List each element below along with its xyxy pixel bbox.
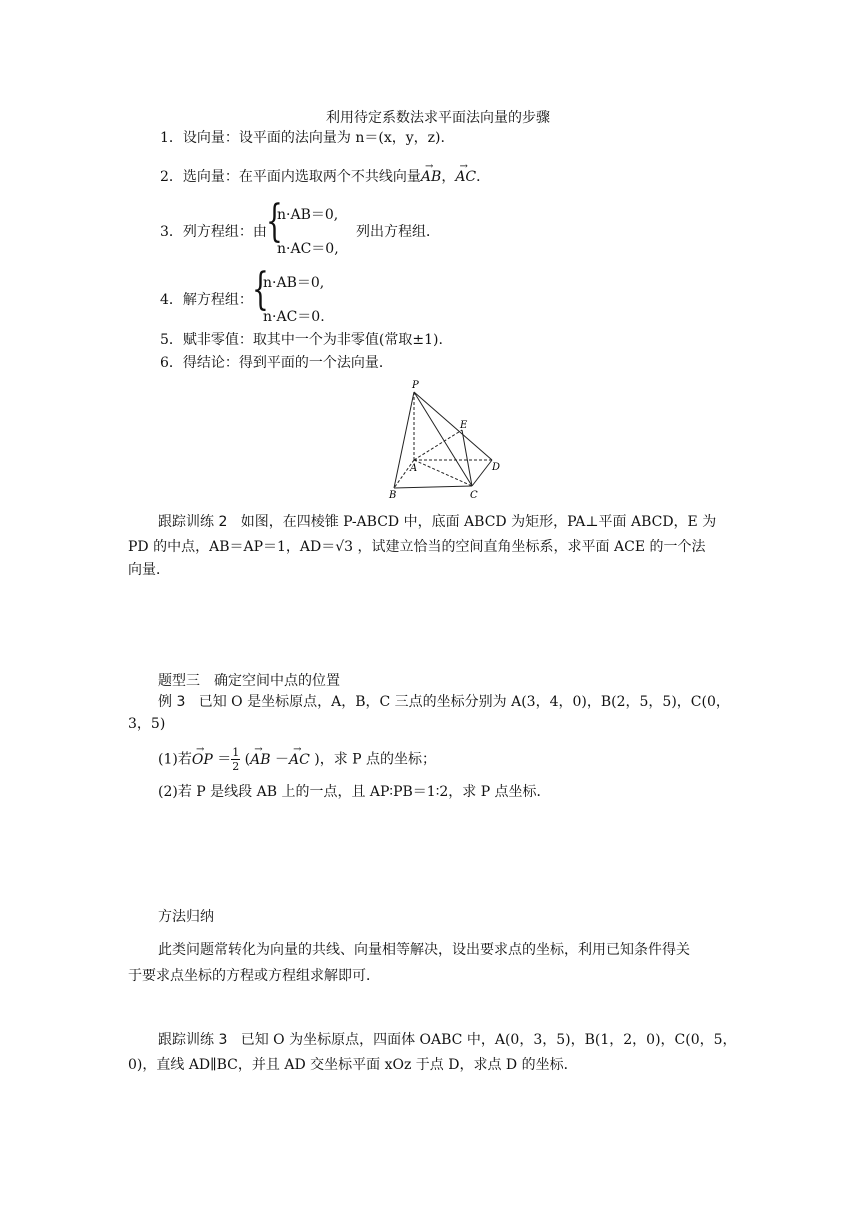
step-2-sep: ， [441, 169, 456, 185]
exercise-3-label: 跟踪训练 3 [158, 1032, 228, 1048]
vector-op: → OP [192, 750, 213, 770]
exercise-3-text: 已知 O 为坐标原点，四面体 OABC 中，A(0，3，5)，B(1，2，0)，C(0，5， [240, 1032, 737, 1048]
frac-den: 2 [232, 760, 240, 773]
brace-4: { [252, 264, 269, 315]
edge-cd [472, 460, 492, 486]
exercise-2-line1 [158, 512, 716, 532]
method-line2: 于要求点坐标的方程或方程组求解即可． [128, 968, 380, 984]
step-3-prefix: 3．列方程组：由 [160, 224, 267, 240]
exercise-3-line1 [158, 1030, 737, 1050]
step-4-eq1: n·AB＝0, [263, 275, 325, 291]
edge-bc [394, 486, 472, 488]
step-4-eq2: n·AC＝0. [263, 309, 325, 325]
edge-ac [414, 460, 472, 486]
q1-rest: )，求 P 点的坐标； [314, 751, 437, 768]
example-3-text: 已知 O 是坐标原点，A，B，C 三点的坐标分别为 A(3，4，0)，B(2，5，5)，C(0， [198, 694, 730, 710]
exercise-2-text: 如图，在四棱锥 P-ABCD 中，底面 ABCD 为矩形，PA⊥平面 ABCD，E 为 [240, 514, 717, 530]
edge-pd [414, 392, 492, 460]
method-heading: 方法归纳 [158, 909, 214, 925]
type-3-heading: 题型三 确定空间中点的位置 [158, 673, 340, 689]
label-b: B [389, 490, 397, 501]
step-2 [160, 167, 490, 187]
edge-ae [414, 430, 462, 460]
exercise-2-line2: PD 的中点，AB＝AP＝1，AD＝√3 ，试建立恰当的空间直角坐标系，求平面 ACE 的一个法 [128, 539, 706, 555]
question-1 [158, 746, 436, 773]
step-3-eq1: n·AB＝0, [277, 207, 339, 223]
example-3-label: 例 3 [158, 694, 186, 710]
exercise-2-line3: 向量． [128, 562, 170, 578]
label-c: C [470, 490, 478, 501]
vector-ab-q1: → AB [250, 750, 270, 770]
exercise-2-label: 跟踪训练 2 [158, 514, 228, 530]
example-3-line1 [158, 692, 730, 712]
q1-paren: ( [244, 751, 251, 768]
frac-num: 1 [232, 746, 240, 759]
step-3-suffix: 列出方程组． [356, 224, 440, 240]
q1-eq: ＝ [217, 751, 232, 768]
step-1: 1．设向量：设平面的法向量为 n＝(x，y，z). [160, 130, 445, 146]
q1-minus: － [274, 751, 289, 768]
example-3-line2: 3，5) [128, 716, 166, 732]
label-p: P [412, 380, 419, 391]
vector-ac-q1: → AC [289, 750, 310, 770]
step-6: 6．得结论：得到平面的一个法向量． [160, 355, 393, 371]
q1-prefix: (1)若 [158, 751, 192, 768]
pyramid-figure [380, 378, 510, 502]
step-2-prefix: 2．选向量：在平面内选取两个不共线向量 [160, 169, 421, 185]
brace-3: { [266, 196, 283, 247]
exercise-3-line2: 0)，直线 AD∥BC，并且 AD 交坐标平面 xOz 于点 D，求点 D 的坐标． [128, 1057, 578, 1073]
vector-ab: → AB [421, 167, 441, 187]
method-line1: 此类问题常转化为向量的共线、向量相等解决，设出要求点的坐标，利用已知条件得关 [158, 942, 690, 958]
step-4-prefix: 4．解方程组： [160, 292, 253, 308]
step-3-eq2: n·AC＝0, [277, 241, 339, 257]
label-e: E [460, 420, 468, 431]
label-d: D [492, 462, 501, 473]
label-a: A [410, 463, 418, 474]
fraction-half [231, 746, 240, 773]
question-2: (2)若 P 是线段 AB 上的一点，且 AP∶PB＝1∶2，求 P 点坐标． [158, 784, 551, 800]
section-title: 利用待定系数法求平面法向量的步骤 [326, 110, 550, 126]
vector-ac: → AC [455, 167, 476, 187]
step-2-end: ． [476, 169, 491, 185]
step-5: 5．赋非零值：取其中一个为非零值(常取±1). [160, 332, 443, 348]
